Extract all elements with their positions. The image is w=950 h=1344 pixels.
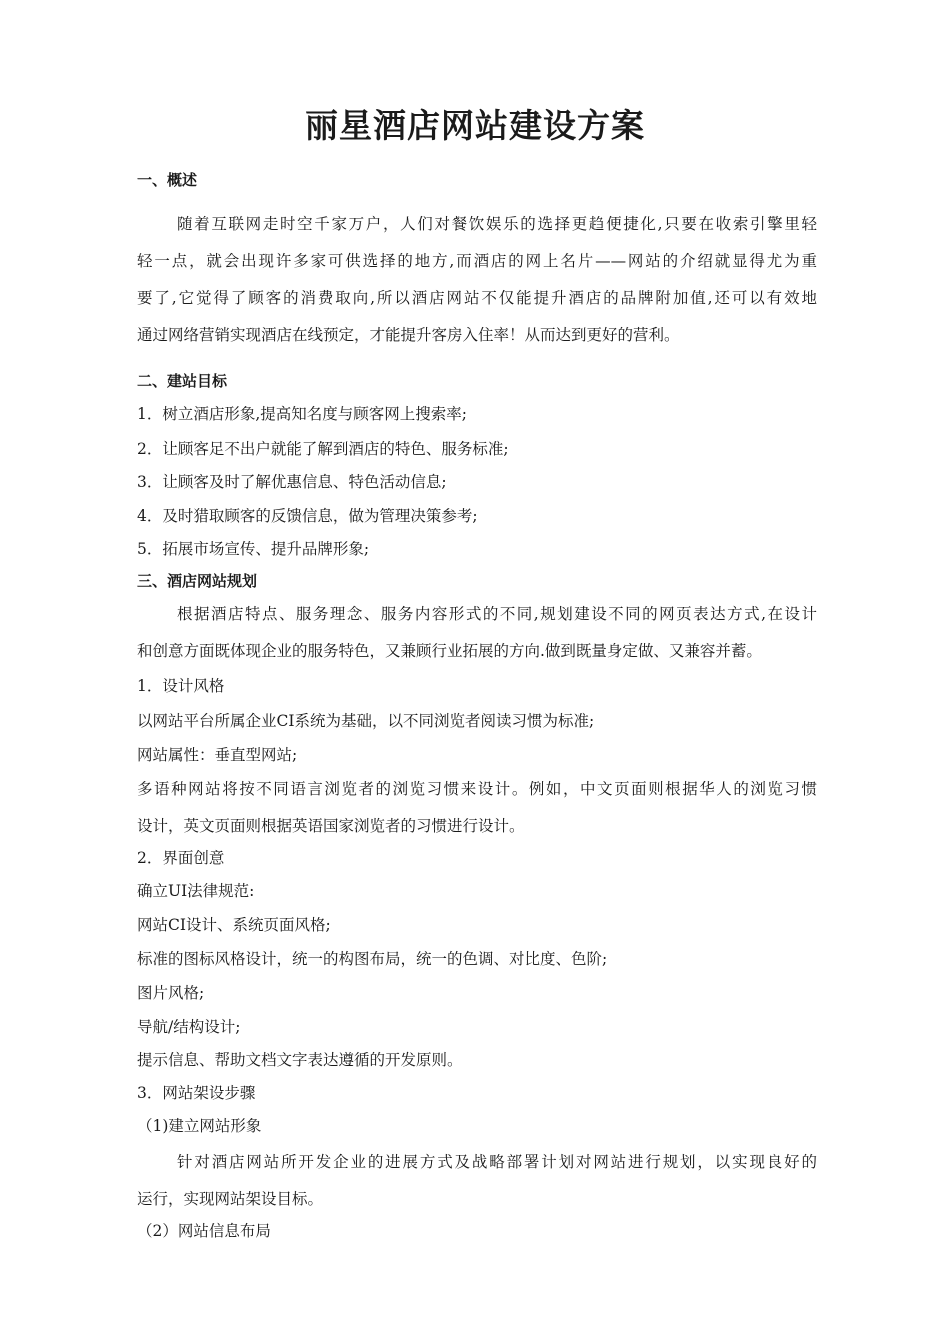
paragraph-line: 标准的图标风格设计，统一的构图布局，统一的色调、对比度、色阶; (137, 950, 608, 968)
list-item: 3．让顾客及时了解优惠信息、特色活动信息; (137, 473, 447, 491)
paragraph-line: 运行，实现网站架设目标。 (137, 1190, 324, 1208)
list-item: 5．拓展市场宣传、提升品牌形象; (137, 540, 370, 558)
paragraph-line: 轻一点，就会出现许多家可供选择的地方,而酒店的网上名片——网站的介绍就显得尤为重 (137, 252, 817, 270)
subsection-heading: （1)建立网站形象 (137, 1117, 262, 1135)
subsection-heading: （2）网站信息布局 (137, 1222, 271, 1240)
paragraph-line: 针对酒店网站所开发企业的进展方式及战略部署计划对网站进行规划，以实现良好的 (177, 1153, 817, 1171)
list-item: 2．让顾客足不出户就能了解到酒店的特色、服务标准; (137, 440, 509, 458)
paragraph-line: 图片风格; (137, 984, 205, 1002)
paragraph-line: 提示信息、帮助文档文字表达遵循的开发原则。 (137, 1051, 463, 1069)
document-title: 丽星酒店网站建设方案 (305, 106, 645, 145)
subsection-heading: 3．网站架设步骤 (137, 1084, 256, 1102)
paragraph-line: 根据酒店特点、服务理念、服务内容形式的不同,规划建设不同的网页表达方式,在设计 (177, 605, 817, 623)
paragraph-line: 随着互联网走时空千家万户，人们对餐饮娱乐的选择更趋便捷化,只要在收索引擎里轻 (177, 215, 817, 233)
subsection-heading: 1．设计风格 (137, 677, 225, 695)
paragraph-line: 网站属性：垂直型网站; (137, 746, 298, 764)
paragraph-line: 多语种网站将按不同语言浏览者的浏览习惯来设计。例如，中文页面则根据华人的浏览习惯 (137, 780, 817, 798)
paragraph-line: 网站CI设计、系统页面风格; (137, 916, 331, 934)
section-heading-overview: 一、概述 (137, 171, 198, 189)
section-heading-goals: 二、建站目标 (137, 372, 228, 390)
paragraph-line: 通过网络营销实现酒店在线预定，才能提升客房入住率！从而达到更好的营利。 (137, 326, 680, 344)
section-heading-planning: 三、酒店网站规划 (137, 572, 258, 590)
paragraph-line: 确立UI法律规范: (137, 882, 255, 900)
paragraph-line: 设计，英文页面则根据英语国家浏览者的习惯进行设计。 (137, 817, 525, 835)
list-item: 4．及时猎取顾客的反馈信息，做为管理决策参考; (137, 507, 478, 525)
paragraph-line: 以网站平台所属企业CI系统为基础，以不同浏览者阅读习惯为标准; (137, 712, 595, 730)
paragraph-line: 要了,它觉得了顾客的消费取向,所以酒店网站不仅能提升酒店的品牌附加值,还可以有效地 (137, 289, 817, 307)
paragraph-line: 导航/结构设计; (137, 1018, 241, 1036)
subsection-heading: 2．界面创意 (137, 849, 225, 867)
list-item: 1．树立酒店形象,提高知名度与顾客网上搜索率; (137, 405, 468, 423)
paragraph-line: 和创意方面既体现企业的服务特色，又兼顾行业拓展的方向.做到既量身定做、又兼容并蓄。 (137, 642, 762, 660)
